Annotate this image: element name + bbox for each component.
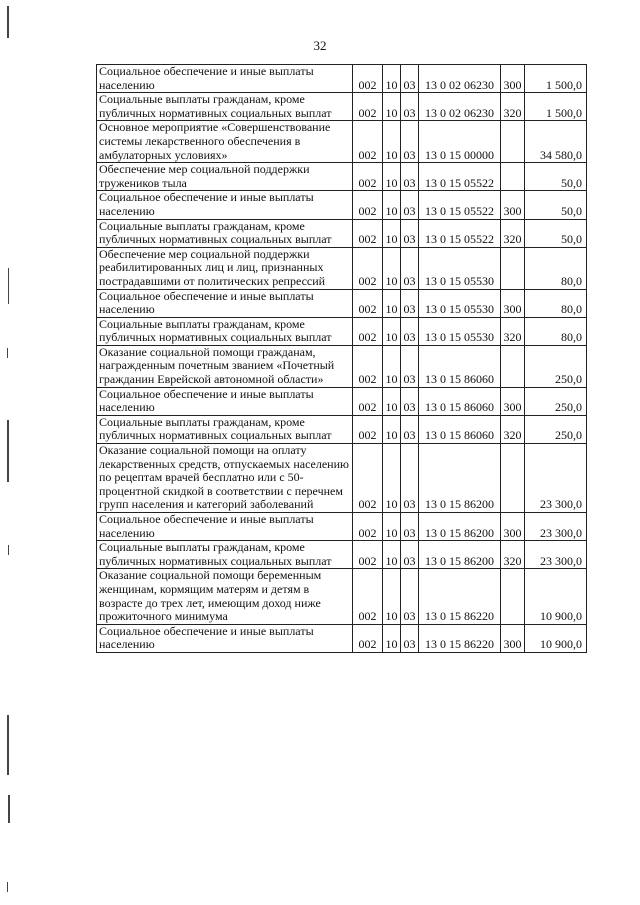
row-target-article-code: 13 0 15 00000 (419, 121, 501, 163)
row-amount: 23 300,0 (525, 444, 587, 513)
row-ministry-code: 002 (353, 93, 383, 121)
row-amount: 250,0 (525, 387, 587, 415)
row-ministry-code: 002 (353, 317, 383, 345)
margin-scan-mark (7, 348, 8, 358)
row-subsection-code: 03 (401, 163, 419, 191)
row-target-article-code: 13 0 15 86060 (419, 345, 501, 387)
row-amount: 10 900,0 (525, 569, 587, 624)
row-expense-type-code: 320 (501, 93, 525, 121)
row-target-article-code: 13 0 15 86200 (419, 444, 501, 513)
row-section-code: 10 (383, 93, 401, 121)
row-target-article-code: 13 0 15 05522 (419, 219, 501, 247)
table-row (97, 93, 587, 121)
row-name-cell: Социальное обеспечение и иные выплаты населению (97, 513, 353, 541)
row-section-code: 10 (383, 219, 401, 247)
row-section-code: 10 (383, 247, 401, 289)
row-ministry-code: 002 (353, 569, 383, 624)
row-name-cell: Социальные выплаты гражданам, кроме публичных нормативных социальных выплат (97, 317, 353, 345)
table-row (97, 163, 587, 191)
table-row (97, 219, 587, 247)
row-ministry-code: 002 (353, 219, 383, 247)
row-ministry-code: 002 (353, 121, 383, 163)
table-row (97, 65, 587, 93)
row-amount: 1 500,0 (525, 93, 587, 121)
row-target-article-code: 13 0 15 05530 (419, 247, 501, 289)
row-expense-type-code (501, 345, 525, 387)
row-target-article-code: 13 0 15 05522 (419, 191, 501, 219)
table-row (97, 247, 587, 289)
row-subsection-code: 03 (401, 219, 419, 247)
row-section-code: 10 (383, 289, 401, 317)
row-subsection-code: 03 (401, 65, 419, 93)
row-subsection-code: 03 (401, 624, 419, 652)
row-target-article-code: 13 0 15 05530 (419, 289, 501, 317)
row-amount: 50,0 (525, 191, 587, 219)
row-subsection-code: 03 (401, 289, 419, 317)
row-name-cell: Социальное обеспечение и иные выплаты населению (97, 624, 353, 652)
row-subsection-code: 03 (401, 569, 419, 624)
table-row (97, 415, 587, 443)
row-expense-type-code: 300 (501, 387, 525, 415)
row-ministry-code: 002 (353, 387, 383, 415)
row-ministry-code: 002 (353, 541, 383, 569)
row-subsection-code: 03 (401, 541, 419, 569)
row-ministry-code: 002 (353, 247, 383, 289)
row-amount: 250,0 (525, 415, 587, 443)
row-amount: 80,0 (525, 317, 587, 345)
row-name-cell: Обеспечение мер социальной поддержки реабилитированных лиц и лиц, признанных пострадавшими от политических репрессий (97, 247, 353, 289)
row-ministry-code: 002 (353, 65, 383, 93)
row-amount: 23 300,0 (525, 541, 587, 569)
row-ministry-code: 002 (353, 513, 383, 541)
row-amount: 250,0 (525, 345, 587, 387)
row-name-cell: Социальное обеспечение и иные выплаты населению (97, 387, 353, 415)
row-subsection-code: 03 (401, 444, 419, 513)
row-section-code: 10 (383, 513, 401, 541)
row-subsection-code: 03 (401, 345, 419, 387)
budget-table (96, 64, 587, 653)
row-expense-type-code: 300 (501, 513, 525, 541)
row-subsection-code: 03 (401, 247, 419, 289)
row-section-code: 10 (383, 415, 401, 443)
margin-scan-mark (7, 882, 8, 892)
row-section-code: 10 (383, 444, 401, 513)
row-target-article-code: 13 0 15 86200 (419, 541, 501, 569)
row-section-code: 10 (383, 163, 401, 191)
row-name-cell: Социальные выплаты гражданам, кроме публичных нормативных социальных выплат (97, 219, 353, 247)
row-subsection-code: 03 (401, 121, 419, 163)
margin-scan-mark (7, 420, 9, 482)
table-row (97, 191, 587, 219)
row-target-article-code: 13 0 15 05522 (419, 163, 501, 191)
row-subsection-code: 03 (401, 191, 419, 219)
row-target-article-code: 13 0 15 86220 (419, 569, 501, 624)
page-number: 32 (313, 38, 327, 53)
row-expense-type-code: 320 (501, 415, 525, 443)
table-row (97, 121, 587, 163)
row-subsection-code: 03 (401, 387, 419, 415)
table-row (97, 289, 587, 317)
row-name-cell: Оказание социальной помощи гражданам, награжденным почетным званием «Почетный гражданин Еврейской автономной области» (97, 345, 353, 387)
row-expense-type-code (501, 163, 525, 191)
margin-scan-mark (8, 545, 9, 555)
row-section-code: 10 (383, 624, 401, 652)
row-expense-type-code (501, 569, 525, 624)
row-amount: 1 500,0 (525, 65, 587, 93)
row-expense-type-code (501, 247, 525, 289)
row-expense-type-code: 320 (501, 317, 525, 345)
row-expense-type-code (501, 121, 525, 163)
row-subsection-code: 03 (401, 513, 419, 541)
row-ministry-code: 002 (353, 415, 383, 443)
row-expense-type-code: 320 (501, 219, 525, 247)
row-amount: 50,0 (525, 163, 587, 191)
margin-scan-mark (8, 795, 10, 823)
row-ministry-code: 002 (353, 163, 383, 191)
row-name-cell: Социальные выплаты гражданам, кроме публичных нормативных социальных выплат (97, 415, 353, 443)
table-row (97, 569, 587, 624)
row-section-code: 10 (383, 121, 401, 163)
row-name-cell: Социальное обеспечение и иные выплаты населению (97, 191, 353, 219)
row-name-cell: Социальные выплаты гражданам, кроме публичных нормативных социальных выплат (97, 541, 353, 569)
row-expense-type-code: 300 (501, 624, 525, 652)
table-row (97, 624, 587, 652)
row-subsection-code: 03 (401, 415, 419, 443)
row-ministry-code: 002 (353, 624, 383, 652)
row-target-article-code: 13 0 15 86200 (419, 513, 501, 541)
row-target-article-code: 13 0 15 86220 (419, 624, 501, 652)
row-expense-type-code: 300 (501, 191, 525, 219)
row-name-cell: Социальное обеспечение и иные выплаты населению (97, 289, 353, 317)
row-ministry-code: 002 (353, 289, 383, 317)
row-subsection-code: 03 (401, 93, 419, 121)
row-section-code: 10 (383, 317, 401, 345)
row-section-code: 10 (383, 65, 401, 93)
row-target-article-code: 13 0 02 06230 (419, 65, 501, 93)
row-section-code: 10 (383, 345, 401, 387)
table-row (97, 387, 587, 415)
row-name-cell: Социальное обеспечение и иные выплаты населению (97, 65, 353, 93)
table-row (97, 541, 587, 569)
table-row (97, 317, 587, 345)
row-ministry-code: 002 (353, 444, 383, 513)
row-target-article-code: 13 0 15 86060 (419, 387, 501, 415)
table-row (97, 444, 587, 513)
row-name-cell: Оказание социальной помощи на оплату лекарственных средств, отпускаемых населению по рецептам врачей бесплатно или с 50-процентной скидкой в соответствии с перечнем групп населения и категорий заболеваний (97, 444, 353, 513)
row-ministry-code: 002 (353, 345, 383, 387)
row-expense-type-code: 300 (501, 65, 525, 93)
row-amount: 50,0 (525, 219, 587, 247)
row-name-cell: Основное мероприятие «Совершенствование системы лекарственного обеспечения в амбулаторных условиях» (97, 121, 353, 163)
row-target-article-code: 13 0 15 86060 (419, 415, 501, 443)
row-section-code: 10 (383, 541, 401, 569)
row-section-code: 10 (383, 387, 401, 415)
row-amount: 80,0 (525, 247, 587, 289)
row-expense-type-code (501, 444, 525, 513)
row-expense-type-code: 300 (501, 289, 525, 317)
table-row (97, 345, 587, 387)
margin-scan-mark (7, 6, 9, 38)
row-amount: 34 580,0 (525, 121, 587, 163)
table-row (97, 513, 587, 541)
row-section-code: 10 (383, 569, 401, 624)
row-ministry-code: 002 (353, 191, 383, 219)
row-amount: 23 300,0 (525, 513, 587, 541)
row-amount: 10 900,0 (525, 624, 587, 652)
row-name-cell: Социальные выплаты гражданам, кроме публичных нормативных социальных выплат (97, 93, 353, 121)
row-name-cell: Оказание социальной помощи беременным женщинам, кормящим матерям и детям в возрасте до трех лет, имеющим доход ниже прожиточного минимума (97, 569, 353, 624)
row-subsection-code: 03 (401, 317, 419, 345)
row-target-article-code: 13 0 15 05530 (419, 317, 501, 345)
row-expense-type-code: 320 (501, 541, 525, 569)
row-target-article-code: 13 0 02 06230 (419, 93, 501, 121)
margin-scan-mark (7, 715, 9, 775)
row-name-cell: Обеспечение мер социальной поддержки тружеников тыла (97, 163, 353, 191)
margin-scan-mark (8, 268, 9, 304)
row-amount: 80,0 (525, 289, 587, 317)
row-section-code: 10 (383, 191, 401, 219)
